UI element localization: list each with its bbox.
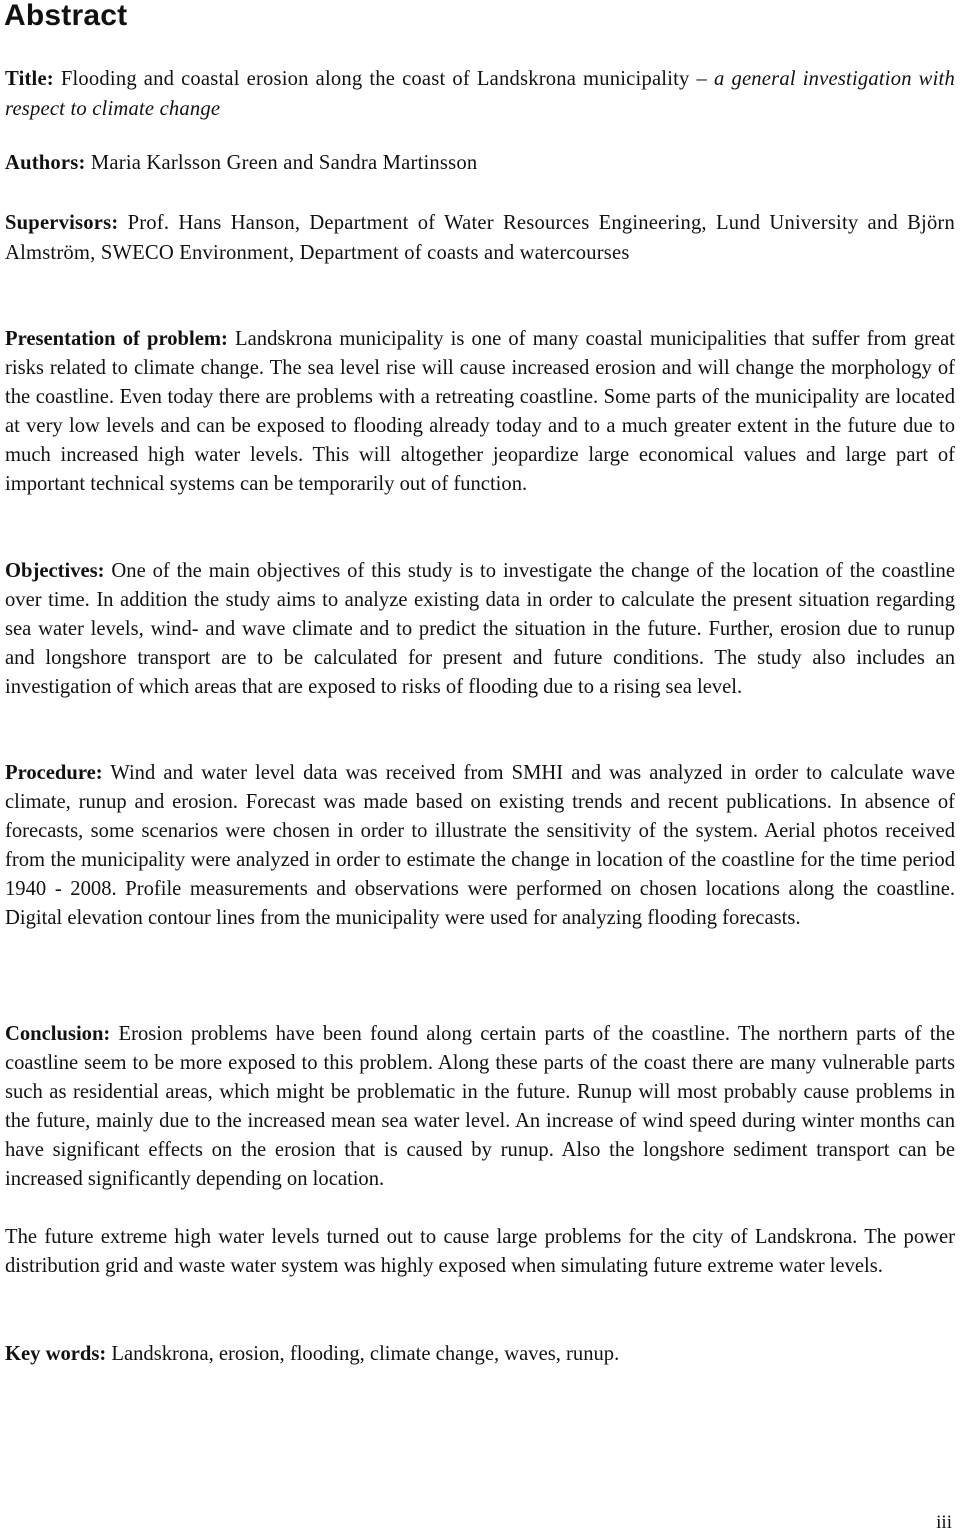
conclusion-extra-paragraph: The future extreme high water levels turned out to cause large problems for the city of Landskrona. The power distribution grid and waste water system was highly exposed when simulating future extreme water levels. xyxy=(5,1226,955,1277)
supervisors-paragraph xyxy=(5,208,955,268)
conclusion-paragraph xyxy=(5,1020,955,1194)
objectives-text: One of the main objectives of this study is to investigate the change of the location of the coastline over time. In addition the study aims to analyze existing data in order to calculate the present situation regarding sea water levels, wind- and wave climate and to predict the situation in the future. Further, erosion due to runup and longshore transport are to be calculated for present and future conditions. The study also includes an investigation of which areas that are exposed to risks of flooding due to a rising sea level. xyxy=(5,560,955,698)
title-label: Title: xyxy=(5,68,54,90)
authors-paragraph xyxy=(5,149,955,178)
page-title: Abstract xyxy=(4,0,128,32)
title-dash: – xyxy=(696,68,708,90)
keywords-text: Landskrona, erosion, flooding, climate change, waves, runup. xyxy=(111,1343,620,1365)
supervisors-text: Prof. Hans Hanson, Department of Water Resources Engineering, Lund University and Björn Almström, SWECO Environment, Department of coasts and watercourses xyxy=(5,212,955,264)
supervisors-label: Supervisors: xyxy=(5,212,119,234)
page-number: iii xyxy=(936,1512,952,1533)
authors-label: Authors: xyxy=(5,152,86,174)
problem-label: Presentation of problem: xyxy=(5,328,228,350)
title-subtitle: a general investigation with respect to climate change xyxy=(5,68,955,120)
authors-text: Maria Karlsson Green and Sandra Martinsson xyxy=(90,152,478,174)
title-text: Flooding and coastal erosion along the coast of Landskrona municipality xyxy=(60,68,690,90)
problem-paragraph xyxy=(5,325,955,499)
keywords-paragraph xyxy=(5,1340,955,1369)
conclusion-label: Conclusion: xyxy=(5,1023,111,1045)
procedure-label: Procedure: xyxy=(5,762,103,784)
procedure-text: Wind and water level data was received from SMHI and was analyzed in order to calculate wave climate, runup and erosion. Forecast was made based on existing trends and recent publications. In absence of forecasts, some scenarios were chosen in order to illustrate the sensitivity of the system. Aerial photos received from the municipality were analyzed in order to estimate the change in location of the coastline for the time period 1940 - 2008. Profile measurements and observations were performed on chosen locations along the coastline. Digital elevation contour lines from the municipality were used for analyzing flooding forecasts. xyxy=(5,762,955,929)
procedure-paragraph xyxy=(5,759,955,933)
problem-text: Landskrona municipality is one of many coastal municipalities that suffer from great risks related to climate change. The sea level rise will cause increased erosion and will change the morphology of the coastline. Even today there are problems with a retreating coastline. Some parts of the municipality are located at very low levels and can be exposed to flooding already today and to a much greater extent in the future due to much increased high water levels. This will altogether jeopardize large economical values and large part of important technical systems can be temporarily out of function. xyxy=(5,328,955,495)
conclusion-text: Erosion problems have been found along certain parts of the coastline. The northern parts of the coastline seem to be more exposed to this problem. Along these parts of the coast there are many vulnerable parts such as residential areas, which might be problematic in the future. Runup will most probably cause problems in the future, mainly due to the increased mean sea water level. An increase of wind speed during winter months can have significant effects on the erosion that is caused by runup. Also the longshore sediment transport can be increased significantly depending on location. xyxy=(5,1023,955,1190)
keywords-label: Key words: xyxy=(5,1343,107,1365)
objectives-label: Objectives: xyxy=(5,560,105,582)
objectives-paragraph xyxy=(5,557,955,702)
title-paragraph xyxy=(5,64,955,124)
